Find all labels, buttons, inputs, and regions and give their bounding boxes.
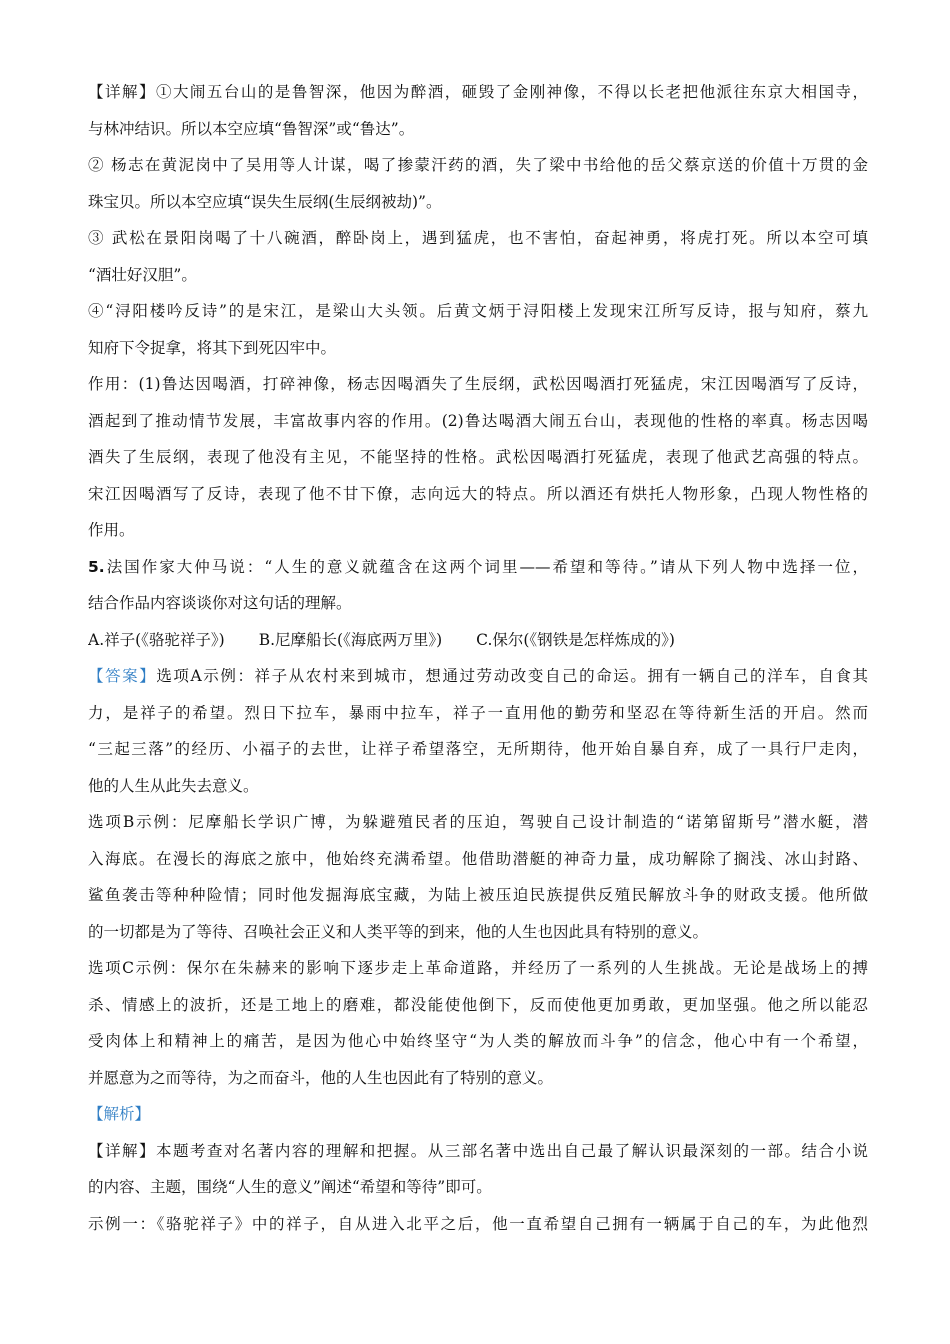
detail1-line: “酒壮好汉胆”。 bbox=[88, 265, 197, 284]
answer-line: 并愿意为之而等待，为之而奋斗，他的人生也因此有了特别的意义。 bbox=[88, 1068, 554, 1087]
detail2-tag: 【详解】 bbox=[88, 1141, 156, 1160]
question-number: 5. bbox=[88, 557, 105, 576]
answer-line: 选项C示例：保尔在朱赫来的影响下逐步走上革命道路，并经历了一系列的人生挑战。无论是战场上的搏 bbox=[88, 959, 868, 977]
answer-text: 选项A示例：祥子从农村来到城市，想通过劳动改变自己的命运。拥有一辆自己的洋车，自食其 bbox=[156, 667, 868, 685]
detail1-tag: 【详解】 bbox=[88, 83, 156, 101]
question5-line: 结合作品内容谈谈你对这句话的理解。 bbox=[88, 594, 352, 612]
detail1-line: ③ 武松在景阳岗喝了十八碗酒，醉卧岗上，遇到猛虎，也不害怕，奋起神勇，将虎打死。所以本空可填 bbox=[88, 229, 868, 247]
detail2-line: 示例一：《骆驼祥子》中的祥子，自从进入北平之后，他一直希望自己拥有一辆属于自己的车，为此他烈 bbox=[88, 1214, 868, 1233]
detail1-line: 珠宝贝。所以本空应填“误失生辰纲(生辰纲被劫)”。 bbox=[88, 192, 442, 211]
answer-line: 入海底。在漫长的海底之旅中，他始终充满希望。他借助潜艇的神奇力量，成功解除了搁浅、冰山封路、 bbox=[88, 849, 868, 868]
question5-line-1 bbox=[88, 549, 868, 586]
answer-line: “三起三落”的经历、小福子的去世，让祥子希望落空，无所期待，他开始自暴自弃，成了一具行尸走肉， bbox=[88, 740, 868, 758]
detail1-line: 酒失了生辰纲，表现了他没有主见，不能坚持的性格。武松因喝酒打死猛虎，表现了他武艺高强的特点。 bbox=[88, 448, 868, 466]
detail2-text: 本题考查对名著内容的理解和把握。从三部名著中选出自己最了解认识最深刻的一部。结合小说 bbox=[155, 1141, 868, 1160]
answer-line: 鲨鱼袭击等种种险情；同时他发掘海底宝藏，为陆上被压迫民族提供反殖民解放斗争的财政支援。他所做 bbox=[88, 886, 868, 904]
option-a: A.祥子(《骆驼祥子》) bbox=[88, 630, 225, 649]
detail1-line: ④“浔阳楼吟反诗”的是宋江，是梁山大头领。后黄文炳于浔阳楼上发现宋江所写反诗，报与知府，蔡九 bbox=[88, 302, 868, 320]
option-b: B.尼摩船长(《海底两万里》) bbox=[258, 630, 443, 649]
detail1-line-1 bbox=[88, 74, 868, 111]
answer-line: 受肉体上和精神上的痛苦，是因为他心中始终坚守“为人类的解放而斗争”的信念，他心中有一个希望， bbox=[88, 1032, 868, 1050]
detail2-line: 的内容、主题，围绕“人生的意义”阐述“希望和等待”即可。 bbox=[88, 1178, 492, 1196]
detail1-line: 宋江因喝酒写了反诗，表现了他不甘下僚，志向远大的特点。所以酒还有烘托人物形象，凸现人物性格的 bbox=[88, 484, 868, 503]
document-content bbox=[88, 74, 868, 1242]
analysis-tag: 【解析】 bbox=[88, 1105, 151, 1123]
detail1-line: 与林冲结识。所以本空应填“鲁智深”或“鲁达”。 bbox=[88, 119, 415, 138]
answer-line: 力，是祥子的希望。烈日下拉车，暴雨中拉车，祥子一直用他的勤劳和坚忍在等待新生活的开启。然而 bbox=[88, 703, 868, 722]
detail1-line: 作用：(1)鲁达因喝酒，打碎神像，杨志因喝酒失了生辰纲，武松因喝酒打死猛虎，宋江因喝酒写了反诗， bbox=[88, 375, 868, 393]
question5-text: 法国作家大仲马说：“人生的意义就蕴含在这两个词里——希望和等待。”请从下列人物中选择一位， bbox=[104, 557, 868, 576]
question5-options bbox=[88, 622, 868, 659]
detail2-line-1 bbox=[88, 1133, 868, 1170]
answer-line: 杀、情感上的波折，还是工地上的磨难，都没能使他倒下，反而使他更加勇敢，更加坚强。他之所以能忍 bbox=[88, 995, 868, 1014]
answer-line: 选项B示例：尼摩船长学识广博，为躲避殖民者的压迫，驾驶自己设计制造的“诺第留斯号”潜水艇，潜 bbox=[88, 813, 868, 831]
detail1-line: ② 杨志在黄泥岗中了吴用等人计谋，喝了掺蒙汗药的酒，失了梁中书给他的岳父蔡京送的价值十万贯的金 bbox=[88, 156, 868, 174]
answer-line-1 bbox=[88, 658, 868, 695]
answer-line: 的一切都是为了等待、召唤社会正义和人类平等的到来，他的人生也因此具有特别的意义。 bbox=[88, 922, 709, 941]
detail1-text: ①大闹五台山的是鲁智深，他因为醉酒，砸毁了金刚神像，不得以长老把他派往东京大相国寺， bbox=[155, 83, 868, 101]
answer-tag: 【答案】 bbox=[88, 667, 157, 685]
detail1-line: 知府下令捉拿，将其下到死囚牢中。 bbox=[88, 338, 337, 357]
detail1-line: 作用。 bbox=[88, 521, 135, 539]
option-c: C.保尔(《钢铁是怎样炼成的》) bbox=[476, 630, 675, 649]
detail1-line: 酒起到了推动情节发展，丰富故事内容的作用。(2)鲁达喝酒大闹五台山，表现他的性格的率真。杨志因喝 bbox=[88, 411, 868, 430]
answer-line: 他的人生从此失去意义。 bbox=[88, 776, 259, 795]
